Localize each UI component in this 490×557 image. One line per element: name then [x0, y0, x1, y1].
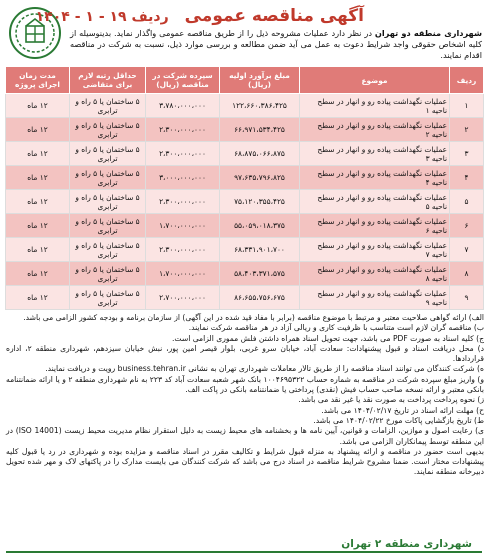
cell-no: ۱	[450, 94, 484, 118]
cell-subject: عملیات نگهداشت پیاده رو و انهار در سطح ناحیه ۹	[300, 286, 450, 310]
table-row	[6, 190, 484, 214]
note-item: ز) نحوه پرداخت پرداخت به صورت نقد یا غیر نقد می باشد.	[298, 395, 484, 405]
cell-grade: ۵ ساختمان یا ۵ راه و ترابری	[70, 190, 146, 214]
intro-rest: در نظر دارد عملیات مشروحه ذیل را از طریق مناقصه عمومی واگذار نماید. بدینوسیله از کلیه اشخاص حقوقی واجد شرایط دعوت به عمل می آید ضمن مطالعه و بررسی موارد ذیل، نسبت به شرکت در مناقصه اقدام نمایند.	[70, 28, 482, 61]
cell-subject: عملیات نگهداشت پیاده رو و انهار در سطح ناحیه ۸	[300, 262, 450, 286]
cell-subject: عملیات نگهداشت پیاده رو و انهار در سطح ناحیه ۷	[300, 238, 450, 262]
col-header-estimate: مبلغ برآورد اولیه (ریال)	[220, 67, 300, 94]
cell-estimate: ۹۷،۶۳۵،۷۹۶،۸۲۵	[220, 166, 300, 190]
cell-deposit: ۲،۳۰۰،۰۰۰،۰۰۰	[146, 238, 220, 262]
note-item: د) محل دریافت اسناد و قبول پیشنهادات: سعادت آباد، خیابان سرو غربی، بلوار قیصر امین پور، نبش خیابان سیزدهم، شهرداری منطقه ۲، اداره قراردادها.	[6, 343, 484, 364]
table-row	[6, 142, 484, 166]
cell-duration: ۱۲ ماه	[6, 118, 70, 142]
row-number: ردیف ۱۹ - ۱ - ۱۴۰۴	[35, 9, 169, 25]
cell-grade: ۵ ساختمان یا ۵ راه و ترابری	[70, 94, 146, 118]
table-row	[6, 94, 484, 118]
cell-subject: عملیات نگهداشت پیاده رو و انهار در سطح ناحیه ۱	[300, 94, 450, 118]
footer-signature: شهرداری منطقه ۲ تهران	[341, 538, 472, 550]
cell-estimate: ۶۸،۸۷۵،۰۶۶،۸۷۵	[220, 142, 300, 166]
cell-no: ۴	[450, 166, 484, 190]
cell-grade: ۵ ساختمان یا ۵ راه و ترابری	[70, 238, 146, 262]
cell-subject: عملیات نگهداشت پیاده رو و انهار در سطح ناحیه ۳	[300, 142, 450, 166]
cell-deposit: ۲،۳۰۰،۰۰۰،۰۰۰	[146, 190, 220, 214]
note-item: ج) کلیه اسناد به صورت PDF می باشد، جهت تحویل اسناد همراه داشتن فلش مموری الزامی است.	[171, 333, 484, 343]
cell-estimate: ۶۸،۳۳۱،۹۰۱،۷۰۰	[220, 238, 300, 262]
note-item: ط) تاریخ بازگشایی پاکات مورخ ۱۴۰۴/۰۲/۲۲ می باشد.	[313, 415, 484, 425]
cell-duration: ۱۲ ماه	[6, 142, 70, 166]
cell-duration: ۱۲ ماه	[6, 286, 70, 310]
cell-deposit: ۲،۷۰۰،۰۰۰،۰۰۰	[146, 286, 220, 310]
cell-deposit: ۲،۳۰۰،۰۰۰،۰۰۰	[146, 142, 220, 166]
cell-no: ۲	[450, 118, 484, 142]
intro-paragraph	[70, 28, 482, 62]
table-row	[6, 118, 484, 142]
cell-estimate: ۸۶،۶۵۵،۷۵۶،۶۷۵	[220, 286, 300, 310]
cell-deposit: ۱،۷۰۰،۰۰۰،۰۰۰	[146, 214, 220, 238]
cell-deposit: ۳،۰۰۰،۰۰۰،۰۰۰	[146, 166, 220, 190]
note-item: ب) مناقصه گران لازم است متناسب با ظرفیت کاری و ریالی آزاد در هر مناقصه شرکت نمایند.	[188, 323, 484, 333]
ad-title	[36, 6, 364, 26]
title-text: آگهی مناقصه عمومی	[184, 6, 364, 26]
cell-deposit: ۲،۳۰۰،۰۰۰،۰۰۰	[146, 118, 220, 142]
cell-deposit: ۱،۷۰۰،۰۰۰،۰۰۰	[146, 262, 220, 286]
table-row	[6, 166, 484, 190]
cell-duration: ۱۲ ماه	[6, 190, 70, 214]
col-header-subject: موضوع	[300, 67, 450, 94]
cell-grade: ۵ ساختمان یا ۵ راه و ترابری	[70, 166, 146, 190]
ad-footer	[6, 529, 482, 553]
col-header-grade: حداقل رتبه لازم برای متقاضی	[70, 67, 146, 94]
col-header-no: ردیف	[450, 67, 484, 94]
cell-grade: ۵ ساختمان یا ۵ راه و ترابری	[70, 286, 146, 310]
cell-no: ۵	[450, 190, 484, 214]
cell-duration: ۱۲ ماه	[6, 262, 70, 286]
cell-subject: عملیات نگهداشت پیاده رو و انهار در سطح ناحیه ۴	[300, 166, 450, 190]
cell-deposit: ۳،۷۸۰،۰۰۰،۰۰۰	[146, 94, 220, 118]
note-item: و) واریز مبلغ سپرده شرکت در مناقصه به شماره حساب ۱۰۰۴۶۹۵۳۲۲ بانک شهر شعبه سعادت آباد کد ۲۲۳ به نام شهرداری منطقه ۲ و یا ارائه ضمانتنامه بانکی معتبر و ارائه نسخه صاحب حساب فیش (نقدی) پرداختی یا ضمانتنامه بانکی در پاکت الف.	[6, 374, 484, 395]
cell-estimate: ۶۶،۹۷۱،۵۳۴،۴۲۵	[220, 118, 300, 142]
table-row	[6, 214, 484, 238]
cell-grade: ۵ ساختمان یا ۵ راه و ترابری	[70, 214, 146, 238]
cell-no: ۹	[450, 286, 484, 310]
col-header-duration: مدت زمان اجرای پروژه	[6, 67, 70, 94]
cell-grade: ۵ ساختمان یا ۵ راه و ترابری	[70, 118, 146, 142]
cell-no: ۶	[450, 214, 484, 238]
tender-table	[5, 66, 484, 310]
note-item: بدیهی است حضور در مناقصه و ارائه پیشنهاد به منزله قبول شرایط و تکالیف مقرر در اسناد مناقصه و مزایده بوده و شهرداری در رد یا قبول کلیه پیشنهادات مختار است. ضمنا مشروح شرایط مناقصه در اسناد درج می باشد که شرکت کنندگان می بایست مدارک را در پاکتهای لاک و مهر شده تحویل دبیرخانه منطقه نمایند.	[6, 446, 484, 477]
cell-duration: ۱۲ ماه	[6, 214, 70, 238]
cell-no: ۸	[450, 262, 484, 286]
cell-subject: عملیات نگهداشت پیاده رو و انهار در سطح ناحیه ۶	[300, 214, 450, 238]
cell-estimate: ۵۵،۰۵۹،۰۱۸،۳۷۵	[220, 214, 300, 238]
table-row	[6, 262, 484, 286]
ad-header	[6, 4, 484, 64]
table-row	[6, 238, 484, 262]
cell-duration: ۱۲ ماه	[6, 94, 70, 118]
cell-estimate: ۵۸،۴۰۳،۳۷۱،۵۷۵	[220, 262, 300, 286]
cell-estimate: ۱۲۲،۶۶۰،۳۸۶،۴۲۵	[220, 94, 300, 118]
cell-duration: ۱۲ ماه	[6, 166, 70, 190]
cell-no: ۷	[450, 238, 484, 262]
tender-ad	[6, 4, 484, 553]
note-item: ه) شرکت کنندگان می توانند اسناد مناقصه را از طریق تالار معاملات شهرداری تهران به نشانی business.tehran.ir رویت و دریافت نمایند.	[45, 364, 484, 374]
intro-bold: شهرداری منطقه دو تهران	[374, 28, 483, 38]
cell-subject: عملیات نگهداشت پیاده رو و انهار در سطح ناحیه ۲	[300, 118, 450, 142]
cell-duration: ۱۲ ماه	[6, 238, 70, 262]
note-item: ی) رعایت اصول و موازین، الزامات و قوانین، آیین نامه ها و بخشنامه های محیط زیست به دلیل استقرار نظام مدیریت محیط زیست (ISO 14001) در این منطقه توسط پیمانکاران الزامی می باشد.	[6, 426, 484, 446]
note-item: ح) مهلت ارائه اسناد در تاریخ ۱۴۰۴/۰۲/۱۷ می باشد.	[321, 405, 484, 415]
cell-no: ۳	[450, 142, 484, 166]
col-header-deposit: سپرده شرکت در مناقصه (ریال)	[146, 67, 220, 94]
cell-grade: ۵ ساختمان یا ۵ راه و ترابری	[70, 262, 146, 286]
footer-divider	[6, 551, 482, 553]
cell-estimate: ۷۵،۱۲۰،۳۵۵،۴۲۵	[220, 190, 300, 214]
notes-section	[6, 313, 484, 478]
table-row	[6, 286, 484, 310]
cell-grade: ۵ ساختمان یا ۵ راه و ترابری	[70, 142, 146, 166]
note-item: الف) ارائه گواهی صلاحیت معتبر و مرتبط با موضوع مناقصه (برابر با مفاد قید شده در این آگهی) از سازمان برنامه و بودجه کشور الزامی می باشد.	[23, 313, 484, 322]
cell-subject: عملیات نگهداشت پیاده رو و انهار در سطح ناحیه ۵	[300, 190, 450, 214]
table-header-row	[6, 67, 484, 94]
